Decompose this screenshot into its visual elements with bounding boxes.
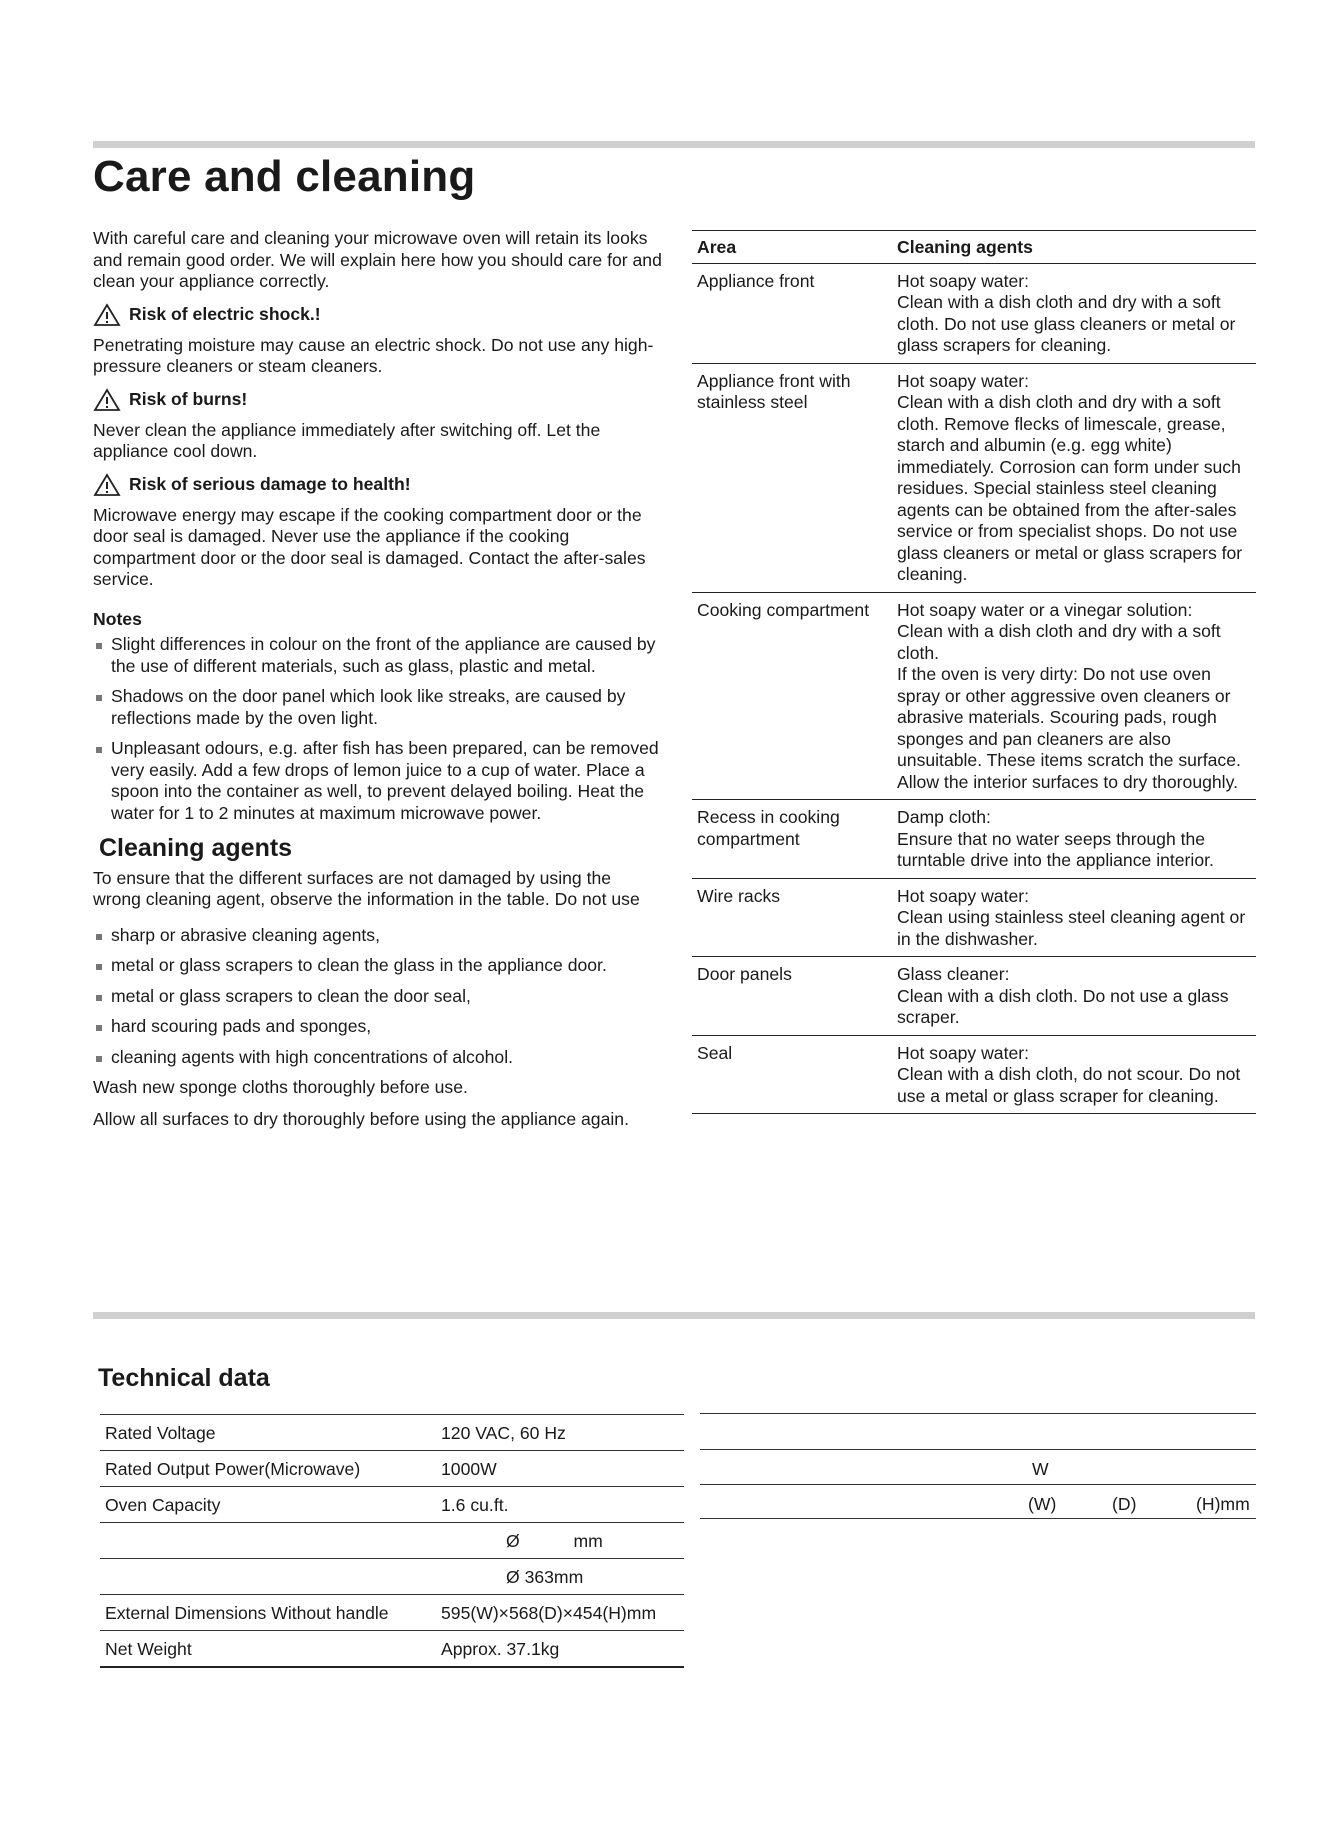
spec-value: 595(W)×568(D)×454(H)mm (436, 1595, 684, 1631)
agent-line: Clean with a dish cloth and dry with a soft cloth. (897, 621, 1221, 663)
agent-line: Clean with a dish cloth and dry with a soft cloth. Do not use glass cleaners or metal or glass scrapers for cleaning. (897, 292, 1236, 355)
table-header-row (692, 231, 1256, 264)
table-row (692, 957, 1256, 1036)
spec-label (100, 1523, 436, 1559)
spec-label: Oven Capacity (100, 1487, 436, 1523)
agent-cell (892, 592, 1256, 800)
intro-text: With careful care and cleaning your microwave oven will retain its looks and remain good order. We will explain here how you should care for and clean your appliance correctly. (93, 228, 662, 291)
area-cell: Wire racks (692, 878, 892, 957)
table-row (100, 1559, 684, 1595)
warning-title: Risk of burns! (129, 388, 248, 409)
cleaning-agents-heading: Cleaning agents (99, 834, 293, 862)
agent-line: Clean with a dish cloth. Do not use a glass scraper. (897, 985, 1229, 1027)
wash-text: Wash new sponge cloths thoroughly before use. (93, 1077, 468, 1097)
agent-line: Damp cloth: (897, 807, 991, 827)
spec-value: Ø 363mm (436, 1559, 684, 1595)
warning-heading-shock (93, 303, 663, 327)
table-row (692, 800, 1256, 879)
warning-heading-burns (93, 388, 663, 412)
area-cell: Seal (692, 1035, 892, 1114)
notes-list (93, 634, 663, 824)
table-row (692, 592, 1256, 800)
warning-heading-health (93, 473, 663, 497)
item-text: cleaning agents with high concentrations of alcohol. (111, 1046, 513, 1067)
spec-value: Ø mm (436, 1523, 684, 1559)
bullet-icon (96, 747, 102, 753)
item-text: sharp or abrasive cleaning agents, (111, 924, 380, 945)
note-text: Slight differences in colour on the front of the appliance are caused by the use of different materials, such as glass, plastic and metal. (111, 634, 656, 676)
right-table-rule (700, 1449, 1256, 1450)
area-cell: Appliance front (692, 263, 892, 363)
item-text: metal or glass scrapers to clean the glass in the appliance door. (111, 955, 607, 975)
allow-text: Allow all surfaces to dry thoroughly before using the appliance again. (93, 1108, 629, 1129)
table-row (692, 1035, 1256, 1114)
do-not-use-list (93, 925, 663, 1069)
agent-cell (892, 800, 1256, 879)
table-row (692, 363, 1256, 592)
table-row (100, 1631, 684, 1668)
right-table-rule (700, 1518, 1256, 1519)
agent-line: Ensure that no water seeps through the turntable drive into the appliance interior. (897, 828, 1214, 870)
agent-line: Hot soapy water: (897, 1042, 1030, 1063)
list-item (93, 1016, 663, 1038)
item-text: hard scouring pads and sponges, (111, 1016, 372, 1036)
right-table-fragment: W (1032, 1459, 1049, 1479)
bullet-icon (96, 695, 102, 701)
bullet-icon (96, 1056, 102, 1062)
spec-label: Rated Output Power(Microwave) (100, 1451, 436, 1487)
agent-line: Clean with a dish cloth, do not scour. Do not use a metal or glass scraper for cleaning. (897, 1064, 1241, 1106)
table-row (100, 1415, 684, 1451)
top-rule (93, 141, 1255, 148)
table-row (692, 263, 1256, 363)
table-row (692, 878, 1256, 957)
right-table-rule (700, 1413, 1256, 1414)
warning-text: Penetrating moisture may cause an electric shock. Do not use any high-pressure cleaners or steam cleaners. (93, 334, 654, 376)
list-item (93, 686, 663, 729)
spec-value: 1000W (436, 1451, 684, 1487)
list-item (93, 1047, 663, 1069)
spec-value: 120 VAC, 60 Hz (436, 1415, 684, 1451)
list-item (93, 634, 663, 677)
spec-value: Approx. 37.1kg (436, 1631, 684, 1668)
warning-text: Never clean the appliance immediately after switching off. Let the appliance cool down. (93, 419, 601, 461)
table-row (100, 1523, 684, 1559)
agent-line: Hot soapy water: (897, 370, 1030, 391)
agent-cell (892, 878, 1256, 957)
spec-label: Net Weight (100, 1631, 436, 1668)
agent-cell (892, 263, 1256, 363)
agent-line: Hot soapy water or a vinegar solution: (897, 599, 1193, 620)
right-table-fragment: (D) (1112, 1494, 1137, 1514)
technical-data-heading: Technical data (98, 1364, 270, 1392)
agent-line: If the oven is very dirty: Do not use oven spray or other aggressive oven cleaners or abrasive materials. Scouring pads, rough sponges and pan cleaners are also unsuitable. These items scratch the surface. Allow the interior surfaces to dry thoroughly. (897, 664, 1241, 792)
agent-line: Clean using stainless steel cleaning agent or in the dishwasher. (897, 907, 1246, 949)
table-row (100, 1451, 684, 1487)
warning-title: Risk of electric shock.! (129, 303, 321, 324)
area-cell: Door panels (692, 957, 892, 1036)
column-header-area: Area (692, 231, 892, 264)
bullet-icon (96, 643, 102, 649)
warning-title: Risk of serious damage to health! (129, 473, 411, 494)
left-column (93, 228, 663, 1140)
list-item (93, 738, 663, 824)
table-row (100, 1487, 684, 1523)
agent-line: Hot soapy water: (897, 885, 1030, 906)
list-item (93, 955, 663, 977)
agent-cell (892, 1035, 1256, 1114)
agent-cell (892, 957, 1256, 1036)
warning-icon (93, 473, 121, 497)
bullet-icon (96, 964, 102, 970)
area-cell: Recess in cooking compartment (692, 800, 892, 879)
right-table-fragment: (W) (1028, 1494, 1057, 1514)
notes-heading: Notes (93, 608, 142, 629)
cleaning-agents-intro: To ensure that the different surfaces are not damaged by using the wrong cleaning agent, observe the information in the table. Do not use (93, 867, 640, 909)
warning-icon (93, 303, 121, 327)
bullet-icon (96, 934, 102, 940)
cleaning-table (692, 230, 1256, 1114)
technical-table (100, 1414, 684, 1668)
column-header-agents: Cleaning agents (892, 231, 1256, 264)
right-table-fragment: (H)mm (1196, 1494, 1250, 1514)
list-item (93, 925, 663, 947)
spec-label: Rated Voltage (100, 1415, 436, 1451)
note-text: Unpleasant odours, e.g. after fish has been prepared, can be removed very easily. Add a few drops of lemon juice to a cup of water. Place a spoon into the container as well, to prevent delayed boiling. Heat the water for 1 to 2 minutes at maximum microwave power. (111, 738, 659, 823)
agent-cell (892, 363, 1256, 592)
area-cell: Cooking compartment (692, 592, 892, 800)
spec-label (100, 1559, 436, 1595)
table-row (100, 1595, 684, 1631)
warning-icon (93, 388, 121, 412)
bullet-icon (96, 1025, 102, 1031)
agent-line: Clean with a dish cloth and dry with a soft cloth. Remove flecks of limescale, grease, starch and albumin (e.g. egg white) immediately. Corrosion can form under such residues. Special stainless steel cleaning agents can be obtained from the after-sales service or from specialist shops. Do not use glass cleaners or metal or glass scrapers for cleaning. (897, 392, 1243, 584)
page-title: Care and cleaning (93, 152, 476, 201)
bullet-icon (96, 995, 102, 1001)
agent-line: Hot soapy water: (897, 270, 1030, 291)
note-text: Shadows on the door panel which look like streaks, are caused by reflections made by the oven light. (111, 686, 626, 728)
agent-line: Glass cleaner: (897, 964, 1010, 984)
warning-text: Microwave energy may escape if the cooking compartment door or the door seal is damaged. Never use the appliance if the cooking compartment door or the door seal is damaged. Contact the after-sales service. (93, 504, 646, 589)
list-item (93, 986, 663, 1008)
section-rule (93, 1312, 1255, 1319)
spec-value: 1.6 cu.ft. (436, 1487, 684, 1523)
area-cell: Appliance front with stainless steel (692, 363, 892, 592)
right-table-rule (700, 1484, 1256, 1485)
spec-label: External Dimensions Without handle (100, 1595, 436, 1631)
item-text: metal or glass scrapers to clean the door seal, (111, 985, 471, 1006)
